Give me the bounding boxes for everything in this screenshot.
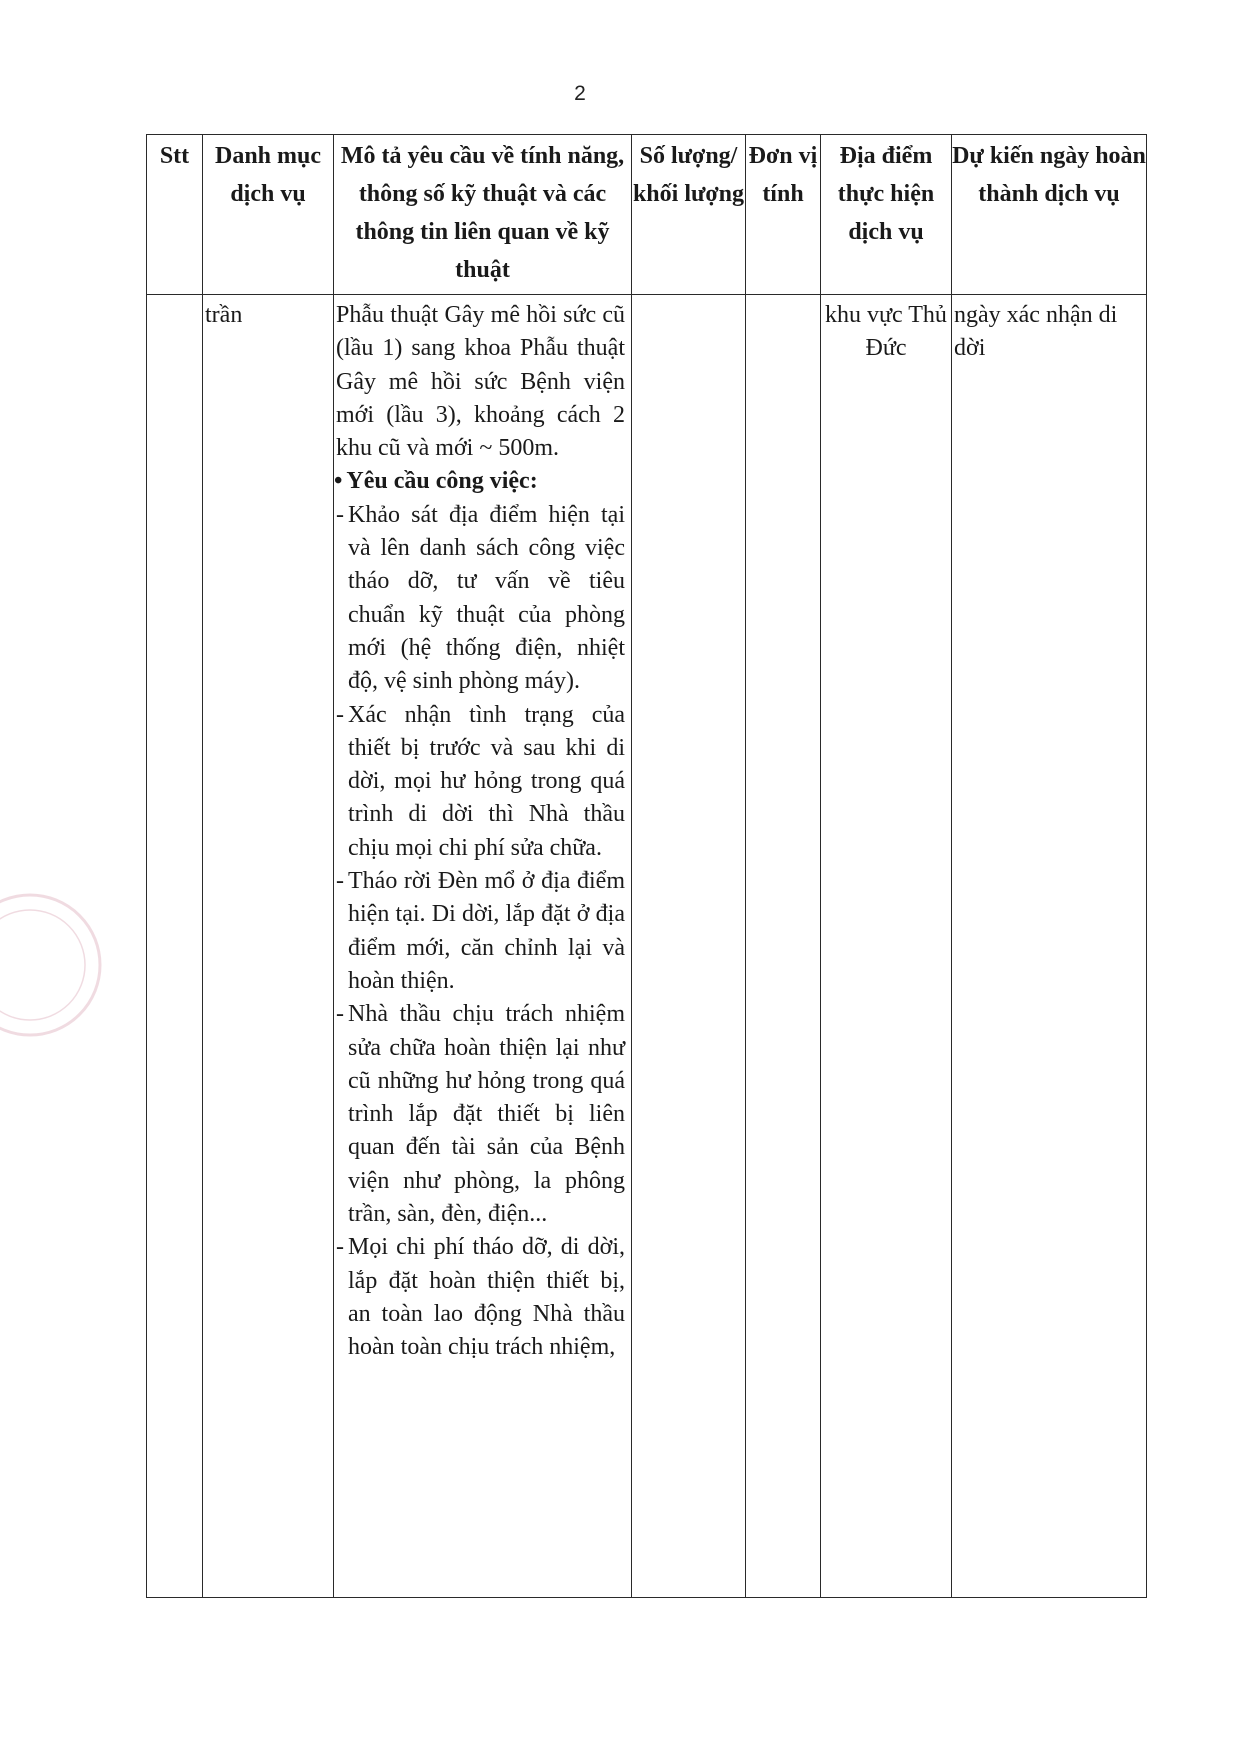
requirement-text: Xác nhận tình trạng của thiết bị trước và sau khi di dời, mọi hư hỏng trong quá trình di dời thì Nhà thầu chịu mọi chi phí sửa chữa. [348, 701, 625, 861]
requirement-text: Tháo rời Đèn mổ ở địa điểm hiện tại. Di dời, lắp đặt ở địa điểm mới, căn chỉnh lại và hoàn thiện. [348, 868, 625, 994]
unit-value [746, 295, 820, 299]
cell-category [203, 295, 334, 1598]
dash-icon: - [336, 501, 344, 528]
completion-value: ngày xác nhận di dời [954, 302, 1118, 362]
dash-icon: - [336, 868, 344, 895]
requirements-heading [334, 465, 631, 498]
cell-stt [147, 295, 203, 1598]
requirement-text: Mọi chi phí tháo dỡ, di dời, lắp đặt hoàn thiện thiết bị, an toàn lao động Nhà thầu hoàn toàn chịu trách nhiệm, [348, 1234, 625, 1361]
cell-location [821, 295, 952, 1598]
requirement-item [334, 998, 631, 1231]
cell-unit [746, 295, 821, 1598]
header-description: Mô tả yêu cầu về tính năng, thông số kỹ thuật và các thông tin liên quan về kỹ thuật [334, 135, 632, 295]
quantity-value [632, 295, 745, 299]
description-intro: Phẫu thuật Gây mê hồi sức cũ (lầu 1) sang khoa Phẫu thuật Gây mê hồi sức Bệnh viện mới (lầu 3), khoảng cách 2 khu cũ và mới ~ 500m. [336, 302, 625, 462]
cell-quantity [632, 295, 746, 1598]
requirements-heading-text: Yêu cầu công việc: [346, 468, 538, 495]
page-number: 2 [574, 82, 586, 105]
dash-icon: - [336, 701, 344, 728]
header-category: Danh mục dịch vụ [203, 135, 334, 295]
header-unit: Đơn vị tính [746, 135, 821, 295]
header-location: Địa điểm thực hiện dịch vụ [821, 135, 952, 295]
category-value: trần [205, 302, 243, 328]
requirement-item [334, 1231, 631, 1364]
location-value: khu vực Thủ Đức [825, 302, 947, 362]
header-stt: Stt [147, 135, 203, 295]
requirement-text: Nhà thầu chịu trách nhiệm sửa chữa hoàn thiện lại như cũ những hư hỏng trong quá trình lắp đặt thiết bị liên quan đến tài sản của Bệnh viện như phòng, la phông trần, sàn, đèn, điện... [348, 1001, 625, 1228]
header-completion: Dự kiến ngày hoàn thành dịch vụ [952, 135, 1147, 295]
requirement-text: Khảo sát địa điểm hiện tại và lên danh sách công việc tháo dỡ, tư vấn về tiêu chuẩn kỹ thuật của phòng mới (hệ thống điện, nhiệt độ, vệ sinh phòng máy). [348, 501, 625, 695]
requirement-item [334, 699, 631, 865]
dash-icon: - [336, 1001, 344, 1028]
requirement-item [334, 865, 631, 998]
stt-value [147, 295, 202, 299]
cell-completion [952, 295, 1147, 1598]
bullet-icon: • [334, 468, 343, 495]
service-spec-table [146, 134, 1147, 1598]
dash-icon: - [336, 1234, 344, 1261]
table-row [147, 295, 1147, 1598]
requirement-item [334, 499, 631, 699]
table-header-row [147, 135, 1147, 295]
cell-description [334, 295, 632, 1598]
header-quantity: Số lượng/ khối lượng [632, 135, 746, 295]
faded-stamp-mark [0, 890, 110, 1040]
